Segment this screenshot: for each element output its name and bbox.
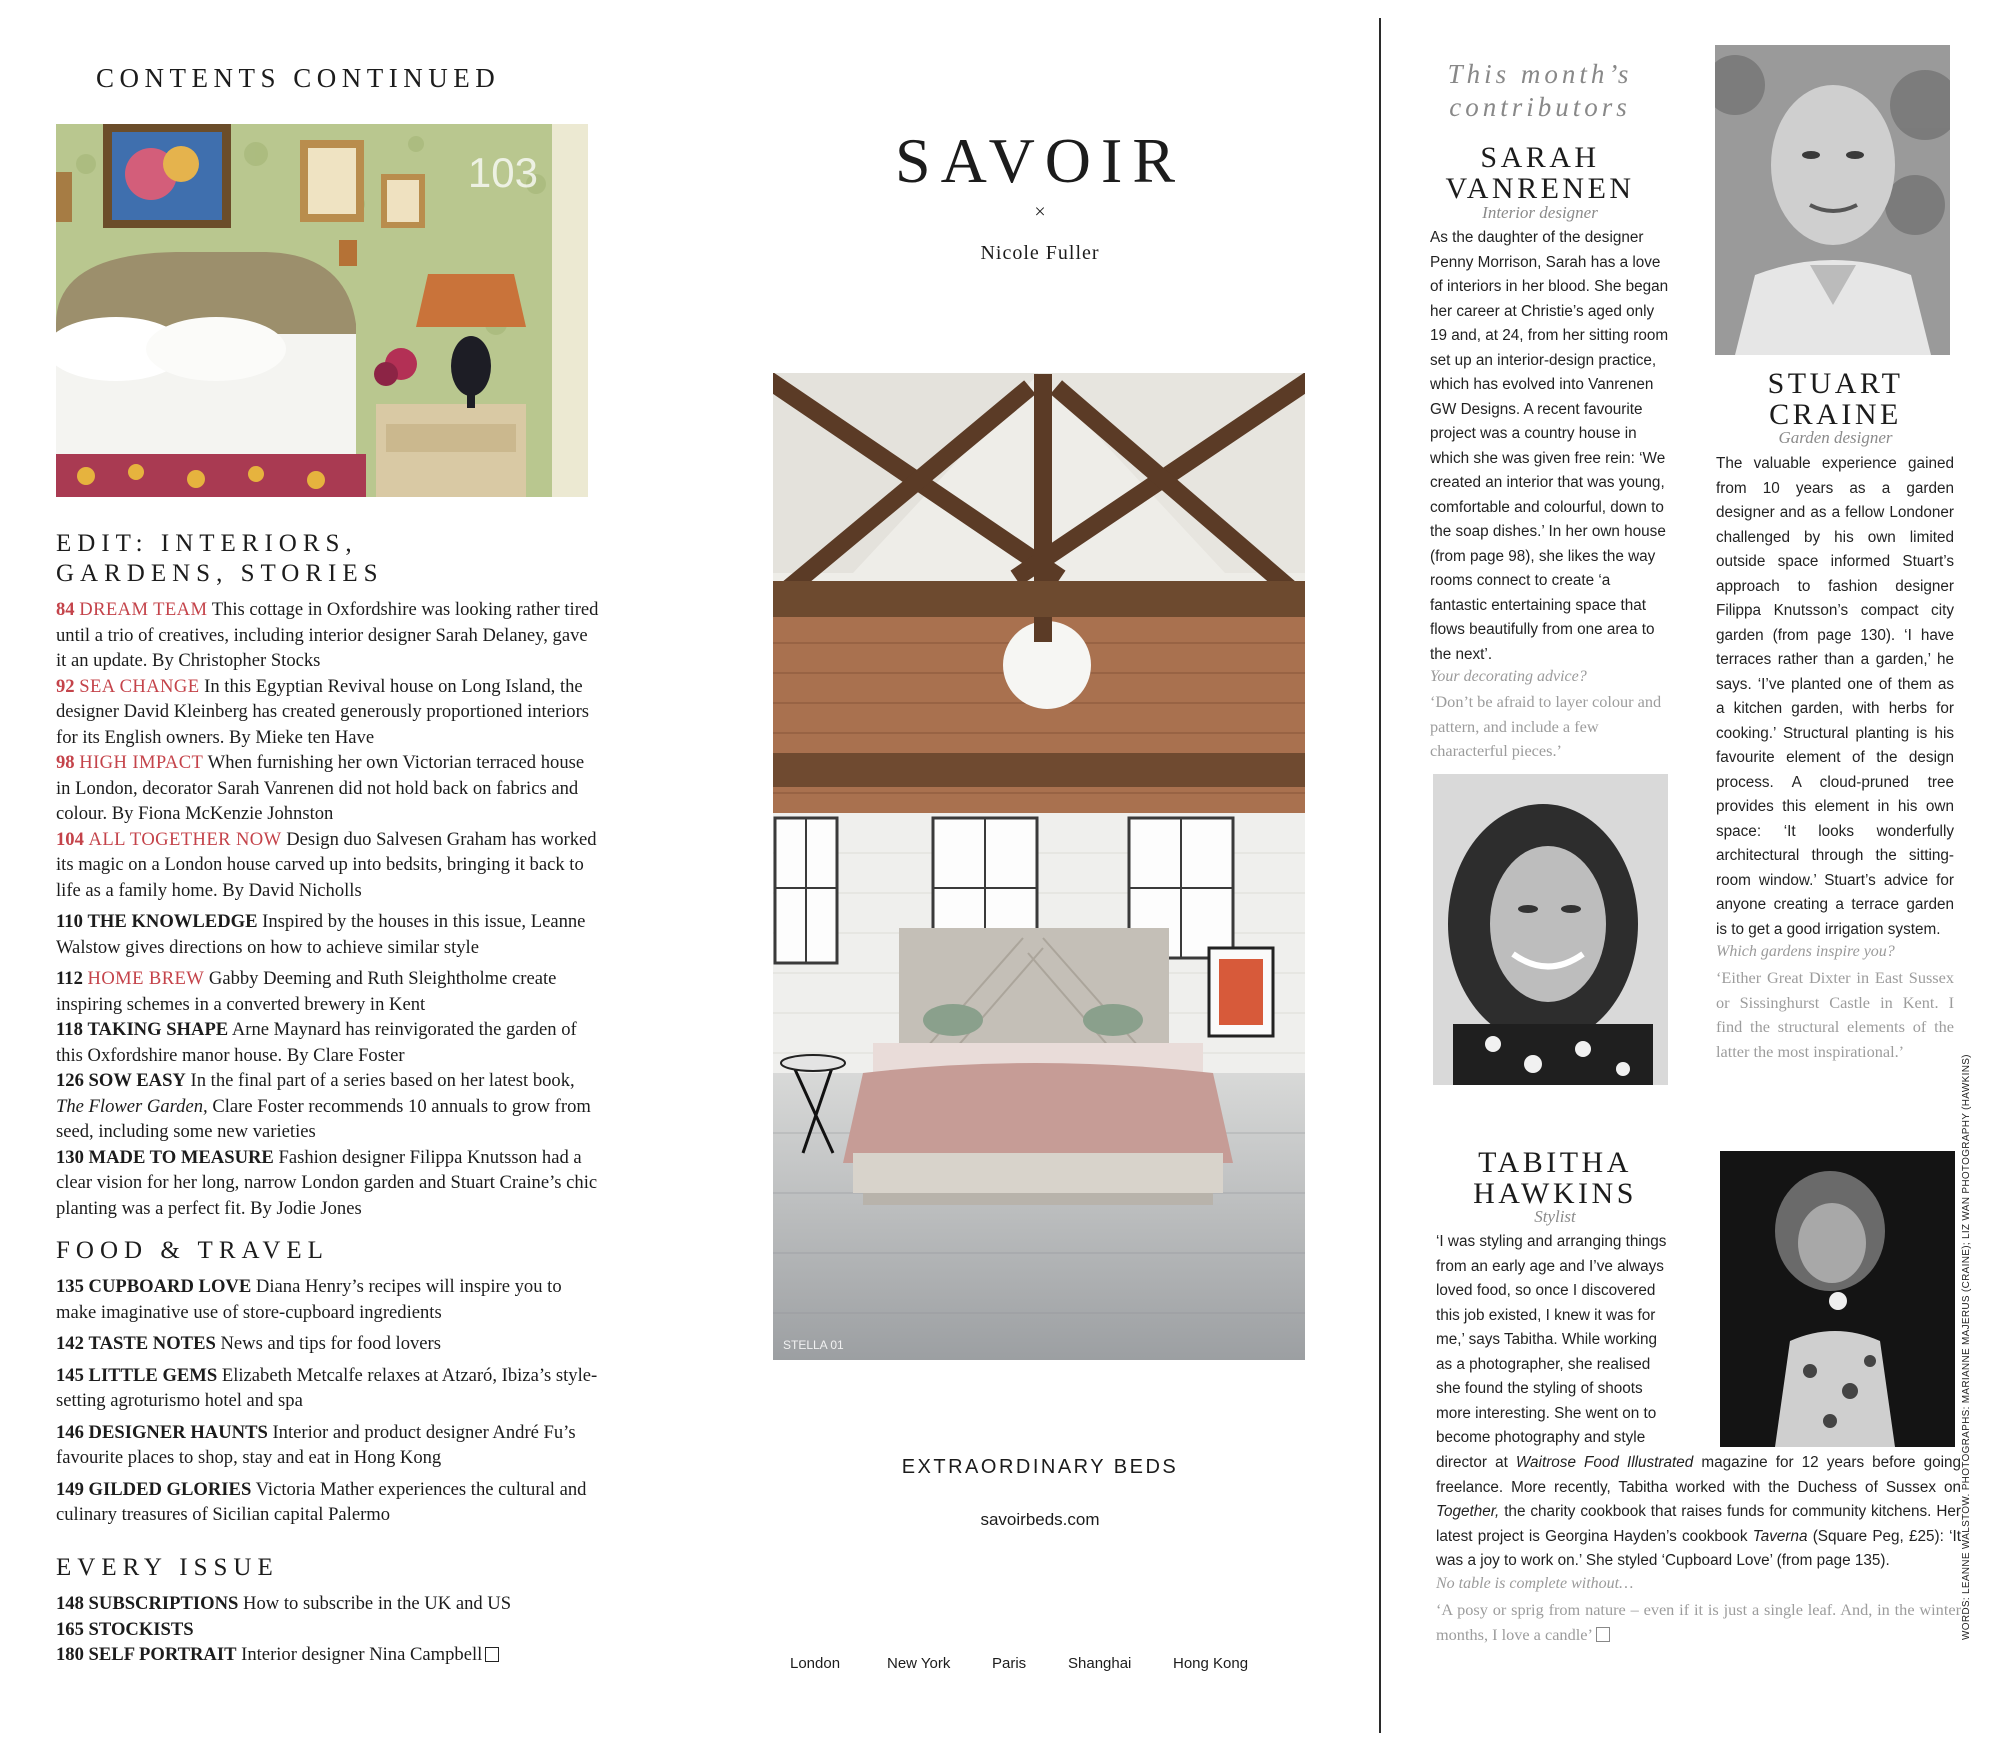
- contributor-answer: ‘Either Great Dixter in East Sussex or Sissinghurst Castle in Kent. I find the structural elements of the latter the most inspirational.’: [1716, 968, 1954, 1061]
- bed-photo: [773, 373, 1305, 1360]
- entry-description: Interior and product designer André Fu’s favourite places to shop, stay and eat in Hong Kong: [56, 1421, 576, 1468]
- page-ref: 98: [56, 752, 75, 773]
- entry-description: Diana Henry’s recipes will inspire you to make imaginative use of store-cupboard ingredients: [56, 1276, 562, 1323]
- section-heading: [56, 529, 600, 589]
- page-ref: 112: [56, 968, 83, 989]
- page-ref: 92: [56, 675, 75, 697]
- contributor-role: Interior designer: [1482, 203, 1598, 222]
- city-label: London: [790, 1655, 841, 1672]
- portrait-illustration: [1715, 45, 1950, 355]
- contents-entry[interactable]: [56, 1017, 600, 1068]
- publication-title: Together,: [1436, 1503, 1500, 1520]
- entry-description: Interior designer Nina Campbell: [241, 1644, 483, 1665]
- entry-title: THE KNOWLEDGE: [87, 911, 258, 932]
- name-line: HAWKINS: [1473, 1177, 1637, 1210]
- heading-line: contributors: [1449, 92, 1631, 122]
- sarah-portrait: [1433, 774, 1668, 1085]
- contents-entry[interactable]: [56, 750, 600, 827]
- contributors-heading: [1420, 58, 1660, 124]
- contributor-role: Stylist: [1534, 1207, 1576, 1226]
- city-label: Hong Kong: [1173, 1655, 1249, 1672]
- contributor-role: Garden designer: [1778, 428, 1893, 447]
- page-ref: 145: [56, 1364, 84, 1386]
- section-heading: FOOD & TRAVEL: [56, 1237, 329, 1264]
- entry-description: News and tips for food lovers: [220, 1333, 441, 1354]
- publication-title: Waitrose Food Illustrated: [1515, 1454, 1694, 1471]
- savoir-advert: [730, 0, 1350, 1741]
- contents-entry[interactable]: [56, 1274, 600, 1325]
- city-label: New York: [887, 1655, 951, 1672]
- book-title: The Flower Garden,: [56, 1095, 208, 1117]
- page-ref: 149: [56, 1478, 84, 1500]
- page-divider: [1379, 18, 1381, 1733]
- contributor-question: Your decorating advice?: [1430, 668, 1587, 685]
- entry-description: In the final part of a series based on her latest book,: [190, 1070, 575, 1091]
- page-ref: 180: [56, 1644, 84, 1665]
- entry-title: CUPBOARD LOVE: [88, 1276, 252, 1297]
- contributor-bio: As the daughter of the designer Penny Morrison, Sarah has a love of interiors in her blood. She began her career at Christie’s aged only 19 and, at 24, from her sitting room set up an interior-design practice, which has evolved into Vanrenen GW Designs. A recent favourite project was a country house in which she was given free rein: ‘We created an interior that was young, comfortable and colourful, down to the soap dishes.’ In her own house (from page 98), she likes the way rooms connect to create ‘a fantastic entertaining space that flows beautifully from one area to the next’.: [1430, 229, 1669, 663]
- contents-entry[interactable]: [56, 597, 600, 674]
- entry-title: HIGH IMPACT: [79, 752, 204, 773]
- page-ref: 104: [56, 828, 84, 850]
- entry-description: Fashion designer Filippa Knutsson had a clear vision for her long, narrow London garden and Stuart Craine’s chic planting was a perfect fit. By Jodie Jones: [56, 1146, 598, 1219]
- contributor-name: [1430, 1147, 1680, 1209]
- contributor-answer: [1436, 1598, 1961, 1647]
- entry-list: [56, 597, 600, 1221]
- entry-description: Design duo Salvesen Graham has worked its magic on a London house carved up into bedsits, bringing it back to life as a family home. By David Nicholls: [56, 828, 597, 901]
- contributor-question: Which gardens inspire you?: [1716, 943, 1895, 960]
- entry-list: [56, 1591, 600, 1668]
- contents-title: CONTENTS CONTINUED: [96, 63, 501, 93]
- entry-title: GILDED GLORIES: [88, 1478, 252, 1500]
- contributors-page: [1400, 0, 2000, 1741]
- page-ref: 130: [56, 1146, 84, 1168]
- end-mark-icon: [1596, 1627, 1610, 1642]
- city-label: Shanghai: [1068, 1655, 1132, 1672]
- page-ref: 118: [56, 1019, 83, 1040]
- ad-tagline: EXTRAORDINARY BEDS: [901, 1456, 1179, 1478]
- page-ref: 126: [56, 1070, 84, 1091]
- entry-title: DREAM TEAM: [79, 599, 208, 620]
- page-number: 103: [467, 149, 538, 196]
- entry-title: DESIGNER HAUNTS: [88, 1421, 268, 1443]
- section-heading-line: EDIT: INTERIORS,: [56, 530, 358, 557]
- contents-entry[interactable]: [56, 1068, 600, 1145]
- contributor-answer: ‘Don’t be afraid to layer colour and pattern, and include a few characterful pieces.’: [1430, 692, 1662, 760]
- portrait-illustration: [1720, 1151, 1955, 1447]
- entry-title: STOCKISTS: [88, 1618, 194, 1640]
- stuart-portrait: [1715, 45, 1950, 355]
- contents-entry[interactable]: [56, 966, 600, 1017]
- entry-description: Victoria Mather experiences the cultural and culinary treasures of Sicilian capital Palermo: [56, 1478, 587, 1525]
- photo-credit: WORDS: LEANNE WALSTOW. PHOTOGRAPHS: MARIANNE MAJERUS (CRAINE); LIZ WAN PHOTOGRAPHY (HAWKINS): [1961, 1054, 1972, 1640]
- contributor-name: [1420, 142, 1660, 204]
- entry-title: LITTLE GEMS: [88, 1364, 218, 1386]
- contributor-question: No table is complete without…: [1436, 1575, 1634, 1592]
- answer-text: ‘A posy or sprig from nature – even if it is just a single leaf. And, in the winter months, I love a candle’: [1436, 1600, 1961, 1644]
- contents-entry[interactable]: [56, 1363, 600, 1414]
- contents-entry[interactable]: [56, 1420, 600, 1471]
- page-ref: 84: [56, 599, 75, 620]
- page-ref: 148: [56, 1593, 84, 1614]
- name-line: SARAH: [1480, 141, 1600, 174]
- entry-description: How to subscribe in the UK and US: [243, 1593, 512, 1614]
- entry-description: Elizabeth Metcalfe relaxes at Atzaró, Ibiza’s style-setting agroturismo hotel and spa: [56, 1364, 598, 1411]
- entry-description: Arne Maynard has reinvigorated the garden of this Oxfordshire manor house. By Clare Foster: [56, 1019, 577, 1066]
- entry-title: SELF PORTRAIT: [88, 1644, 237, 1665]
- bio-text: the charity cookbook that raises funds for community kitchens. Her latest project is Georgina Hayden’s cookbook: [1436, 1503, 1962, 1545]
- name-line: STUART: [1767, 367, 1904, 400]
- page-ref: 135: [56, 1276, 84, 1297]
- page-ref: 142: [56, 1333, 84, 1354]
- bio-text: magazine for 12 years before going freelance. More recently, Tabitha worked with the Duchess of Sussex on: [1436, 1454, 1962, 1496]
- contents-entry[interactable]: [56, 674, 600, 751]
- publication-title: Taverna: [1752, 1527, 1808, 1545]
- loft-bedroom-illustration: [773, 373, 1305, 1360]
- name-line: CRAINE: [1769, 398, 1902, 431]
- entry-title: MADE TO MEASURE: [88, 1146, 274, 1168]
- contents-entry[interactable]: [56, 1331, 600, 1357]
- contents-entry[interactable]: [56, 1642, 600, 1668]
- section-heading: EVERY ISSUE: [56, 1554, 279, 1581]
- entry-description: Clare Foster recommends 10 annuals to grow from seed, including some new varieties: [56, 1095, 591, 1142]
- contents-entry[interactable]: [56, 1617, 600, 1643]
- portrait-illustration: [1433, 774, 1668, 1085]
- section-every-issue: [56, 1553, 600, 1668]
- contributor-bio-continued: [1436, 1451, 1961, 1574]
- contents-entry[interactable]: [56, 909, 600, 960]
- heading-line: This month’s: [1447, 59, 1633, 89]
- end-mark-icon: [485, 1647, 499, 1662]
- page-ref: 146: [56, 1421, 84, 1443]
- collab-cross: ×: [1034, 201, 1046, 223]
- entry-title: ALL TOGETHER NOW: [88, 828, 282, 850]
- contributor-name: [1718, 368, 1953, 430]
- entry-description: When furnishing her own Victorian terraced house in London, decorator Sarah Vanrenen did not hold back on fabrics and colour. By Fiona McKenzie Johnston: [56, 752, 585, 824]
- contents-entry[interactable]: [56, 1145, 600, 1222]
- contents-entry[interactable]: [56, 1477, 600, 1528]
- name-line: TABITHA: [1478, 1146, 1632, 1179]
- brand-logo[interactable]: SAVOIR: [895, 125, 1185, 196]
- ad-website-link[interactable]: savoirbeds.com: [980, 1510, 1100, 1529]
- section-food-travel: [56, 1236, 600, 1528]
- page-ref: 165: [56, 1618, 84, 1640]
- entry-description: In this Egyptian Revival house on Long Island, the designer David Kleinberg has created generously proportioned interiors for its English owners. By Mieke ten Have: [56, 675, 590, 748]
- entry-description: This cottage in Oxfordshire was looking rather tired until a trio of creatives, including interior designer Sarah Delaney, gave it an update. By Christopher Stocks: [56, 599, 599, 671]
- bedroom-photo: [56, 124, 588, 497]
- city-label: Paris: [992, 1655, 1027, 1672]
- entry-title: SOW EASY: [88, 1070, 186, 1091]
- name-line: VANRENEN: [1445, 172, 1635, 205]
- entry-description: Gabby Deeming and Ruth Sleightholme create inspiring schemes in a converted brewery in Kent: [56, 968, 557, 1015]
- tabitha-portrait: [1720, 1151, 1955, 1447]
- bio-text: (Square Peg, £25): ‘It was a joy to work on.’ She styled ‘Cupboard Love’ (from page 135).: [1436, 1527, 1961, 1569]
- entry-title: HOME BREW: [87, 968, 205, 989]
- page-ref: 110: [56, 911, 83, 932]
- entry-description: Inspired by the houses in this issue, Leanne Walstow gives directions on how to achieve similar style: [56, 911, 586, 958]
- entry-list: [56, 1274, 600, 1528]
- entry-title: SEA CHANGE: [79, 675, 200, 697]
- bio-text: director at: [1436, 1454, 1508, 1471]
- section-edit: [56, 529, 600, 1221]
- contributor-bio: The valuable experience gained from 10 years as a garden designer and as a fellow Londoner challenged by his own limited outside space informed Stuart’s approach to fashion designer Filippa Knutsson’s compact city garden (from page 130). ‘I have terraces rather than a garden,’ he says. ‘I’ve planted one of them as a kitchen garden, with herbs for cooking.’ Structural planting is his favourite element of the design process. A cloud-pruned tree provides this element in his own space: ‘It looks wonderfully architectural through the sitting-room window.’ Stuart’s advice for anyone creating a terrace garden is to get a good irrigation system.: [1716, 455, 1954, 938]
- entry-title: TAKING SHAPE: [87, 1019, 229, 1040]
- photo-caption: STELLA 01: [783, 1338, 844, 1352]
- entry-title: SUBSCRIPTIONS: [88, 1593, 239, 1614]
- contents-entry[interactable]: [56, 1591, 600, 1617]
- section-heading-line: GARDENS, STORIES: [56, 560, 384, 587]
- entry-title: TASTE NOTES: [88, 1333, 216, 1354]
- contents-entry[interactable]: [56, 827, 600, 904]
- contributor-bio: ‘I was styling and arranging things from an early age and I’ve always loved food, so once I discovered this job existed, I knew it was for me,’ says Tabitha. While working as a photographer, she realised she found the styling of shoots more interesting. She went on to become photography and style: [1436, 1233, 1667, 1446]
- collab-name: Nicole Fuller: [980, 242, 1100, 264]
